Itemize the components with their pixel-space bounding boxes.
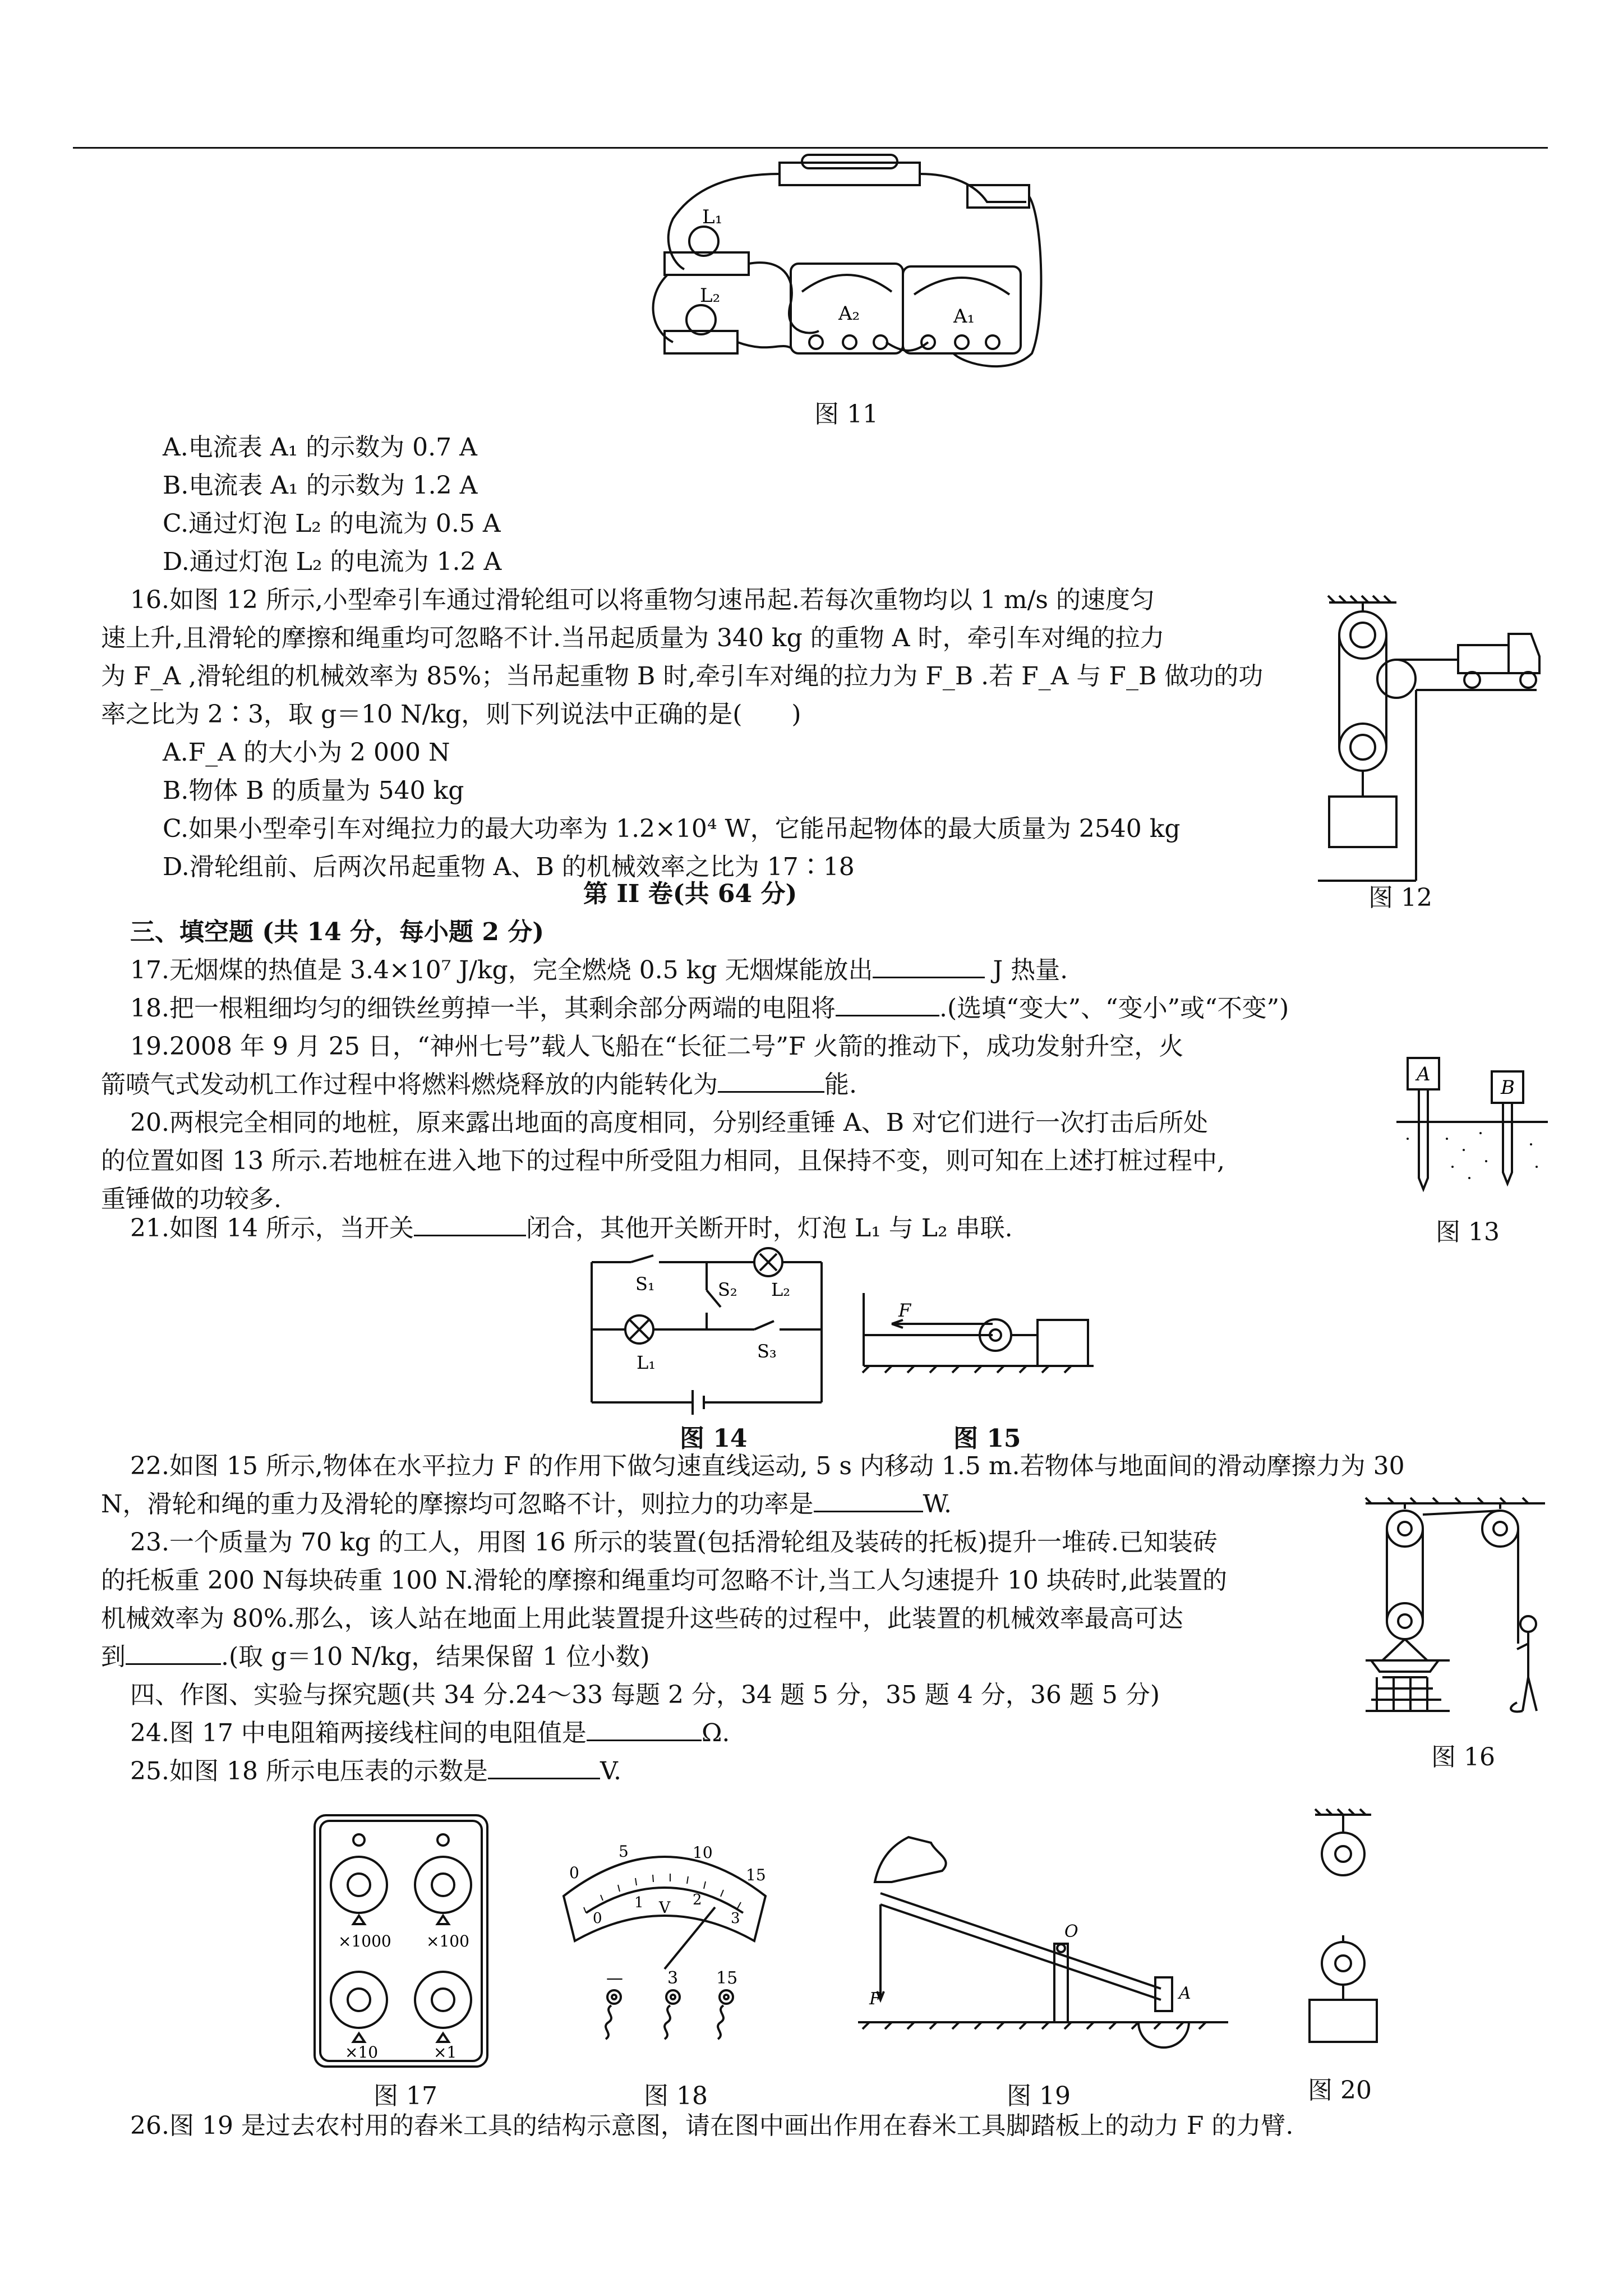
q16-line-1: 16.如图 12 所示,小型牵引车通过滑轮组可以将重物匀速吊起.若每次重物均以 1 m/s 的速度匀 xyxy=(130,586,1155,614)
figure-15-caption: 图 15 xyxy=(953,1424,1021,1453)
figure-20-pulleys xyxy=(1298,1809,1394,2050)
terminal-minus: — xyxy=(606,1968,623,1988)
label-F-fig19: F xyxy=(869,1989,881,2009)
q21 xyxy=(130,1212,1013,1245)
q23-line-1: 23.一个质量为 70 kg 的工人，用图 16 所示的装置(包括滑轮组及装砖的托板)提升一堆砖.已知装砖 xyxy=(130,1528,1218,1557)
scale-top-15: 15 xyxy=(746,1866,766,1884)
q19-text-post: 能. xyxy=(824,1070,857,1099)
q18-text-pre: 18.把一根粗细均匀的细铁丝剪掉一半，其剩余部分两端的电阻将 xyxy=(130,994,836,1023)
label-x1: ×1 xyxy=(434,2043,457,2062)
q21-text-post: 闭合，其他开关断开时，灯泡 L₁ 与 L₂ 串联. xyxy=(525,1214,1013,1243)
q19-line-1: 19.2008 年 9 月 25 日，“神州七号”载人飞船在“长征二号”F 火箭的推动下，成功发射升空，火 xyxy=(130,1032,1184,1061)
q23-line-3: 机械效率为 80%.那么，该人站在地面上用此装置提升这些砖的过程中，此装置的机械效率最高可达 xyxy=(101,1604,1183,1633)
q23-line-4 xyxy=(101,1640,650,1674)
terminal-3: 3 xyxy=(667,1968,679,1988)
q22-text-post: W. xyxy=(923,1490,952,1519)
q16-option-c: C.如果小型牵引车对绳拉力的最大功率为 1.2×10⁴ W，它能吊起物体的最大质量为 2540 kg xyxy=(163,815,1181,843)
q19-line-2 xyxy=(101,1068,857,1102)
label-A1: A₁ xyxy=(953,305,975,328)
q17 xyxy=(130,954,1068,987)
figure-11-circuit xyxy=(639,151,1043,381)
q19-answer-blank[interactable] xyxy=(718,1091,824,1093)
q18 xyxy=(130,992,1289,1025)
label-B: B xyxy=(1501,1076,1515,1099)
scale-top-10: 10 xyxy=(693,1843,713,1862)
q19-text-pre: 箭喷气式发动机工作过程中将燃料燃烧释放的内能转化为 xyxy=(101,1070,718,1099)
figure-17-caption: 图 17 xyxy=(374,2082,437,2110)
scale-top-0: 0 xyxy=(569,1864,579,1882)
q15-option-b: B.电流表 A₁ 的示数为 1.2 A xyxy=(163,471,478,500)
figure-18-voltmeter xyxy=(552,1829,777,2042)
label-A2: A₂ xyxy=(838,302,860,325)
label-L1: L₁ xyxy=(702,206,723,228)
q20-line-1: 20.两根完全相同的地桩，原来露出地面的高度相同，分别经重锤 A、B 对它们进行一次打击后所处 xyxy=(130,1108,1209,1137)
q16-option-d: D.滑轮组前、后两次吊起重物 A、B 的机械效率之比为 17∶18 xyxy=(163,853,855,881)
q18-text-post: .(选填“变大”、“变小”或“不变”) xyxy=(939,994,1289,1023)
q15-option-a: A.电流表 A₁ 的示数为 0.7 A xyxy=(163,433,477,462)
label-F-fig15: F xyxy=(898,1300,911,1321)
scale-top-5: 5 xyxy=(619,1842,629,1861)
label-L1-fig14: L₁ xyxy=(637,1352,656,1373)
q24-text-post: Ω. xyxy=(701,1719,730,1747)
label-L2: L₂ xyxy=(700,284,721,307)
part-2-title: 第 II 卷(共 64 分) xyxy=(583,880,797,908)
figure-18-caption: 图 18 xyxy=(644,2082,708,2110)
q22-text-pre: N，滑轮和绳的重力及滑轮的摩擦均可忽略不计，则拉力的功率是 xyxy=(101,1490,814,1519)
q22-line-2 xyxy=(101,1488,952,1521)
figure-19-caption: 图 19 xyxy=(1007,2082,1071,2110)
q22-answer-blank[interactable] xyxy=(814,1511,923,1512)
figure-13-caption: 图 13 xyxy=(1436,1218,1500,1246)
q17-text-post: J 热量. xyxy=(985,956,1068,984)
q21-text-pre: 21.如图 14 所示，当开关 xyxy=(130,1214,414,1243)
figure-12-caption: 图 12 xyxy=(1368,884,1432,912)
q21-answer-blank[interactable] xyxy=(414,1235,526,1236)
q16-line-2: 速上升,且滑轮的摩擦和绳重均可忽略不计.当吊起质量为 340 kg 的重物 A 时，牵引车对绳的拉力 xyxy=(101,624,1165,652)
scale-bottom-2: 2 xyxy=(693,1892,702,1908)
q24-answer-blank[interactable] xyxy=(587,1740,702,1741)
q25-text-pre: 25.如图 18 所示电压表的示数是 xyxy=(130,1757,488,1786)
q26: 26.图 19 是过去农村用的舂米工具的结构示意图，请在图中画出作用在舂米工具脚踏板上的动力 F 的力臂. xyxy=(130,2111,1294,2140)
q16-option-b: B.物体 B 的质量为 540 kg xyxy=(163,776,464,805)
q25 xyxy=(130,1755,621,1788)
q23-line-2: 的托板重 200 N每块砖重 100 N.滑轮的摩擦和绳重均可忽略不计,当工人匀速提升 10 块砖时,此装置的 xyxy=(101,1566,1228,1595)
header-rule xyxy=(73,147,1548,149)
q23-text-pre: 到 xyxy=(101,1642,126,1671)
section-3-title: 三、填空题 (共 14 分，每小题 2 分) xyxy=(130,918,545,946)
q17-answer-blank[interactable] xyxy=(873,977,985,978)
label-x100: ×100 xyxy=(426,1932,469,1950)
q16-line-4: 率之比为 2∶3，取 g＝10 N/kg，则下列说法中正确的是( ) xyxy=(101,700,801,729)
terminal-15: 15 xyxy=(716,1968,738,1988)
figure-13-piles xyxy=(1396,1055,1548,1200)
section-4-title: 四、作图、实验与探究题(共 34 分.24～33 每题 2 分，34 题 5 分，35 题 4 分，36 题 5 分) xyxy=(130,1681,1160,1709)
figure-16-caption: 图 16 xyxy=(1431,1743,1495,1772)
q20-line-2: 的位置如图 13 所示.若地桩在进入地下的过程中所受阻力相同，且保持不变，则可知在上述打桩过程中, xyxy=(101,1147,1225,1175)
figure-20-caption: 图 20 xyxy=(1308,2076,1372,2105)
voltmeter-unit: V xyxy=(659,1898,671,1917)
figure-11-caption: 图 11 xyxy=(814,400,878,429)
q25-text-post: V. xyxy=(600,1757,622,1786)
q23-answer-blank[interactable] xyxy=(126,1663,221,1665)
q22-line-1: 22.如图 15 所示,物体在水平拉力 F 的作用下做匀速直线运动, 5 s 内移动 1.5 m.若物体与地面间的滑动摩擦力为 30 xyxy=(130,1452,1405,1480)
label-x1000: ×1000 xyxy=(338,1932,391,1950)
label-x10: ×10 xyxy=(345,2043,379,2062)
label-S2: S₂ xyxy=(718,1279,737,1300)
q24-text-pre: 24.图 17 中电阻箱两接线柱间的电阻值是 xyxy=(130,1719,587,1747)
q23-text-post: .(取 g＝10 N/kg，结果保留 1 位小数) xyxy=(221,1642,650,1671)
scale-bottom-0: 0 xyxy=(593,1910,602,1927)
q16-line-3: 为 F_A ,滑轮组的机械效率为 85%；当吊起重物 B 时,牵引车对绳的拉力为 F_B .若 F_A 与 F_B 做功的功 xyxy=(101,662,1264,691)
q15-option-c: C.通过灯泡 L₂ 的电流为 0.5 A xyxy=(163,509,501,538)
label-A-fig19: A xyxy=(1179,1984,1191,2003)
label-O: O xyxy=(1064,1922,1078,1941)
figure-14-circuit xyxy=(586,1251,827,1414)
scale-bottom-1: 1 xyxy=(634,1894,644,1911)
figure-15-pulley-block xyxy=(858,1293,1099,1377)
q25-answer-blank[interactable] xyxy=(488,1778,600,1779)
figure-14-caption: 图 14 xyxy=(680,1424,748,1453)
q15-option-d: D.通过灯泡 L₂ 的电流为 1.2 A xyxy=(163,547,502,576)
figure-16-worker-bricks xyxy=(1360,1498,1551,1717)
figure-19-rice-pounder xyxy=(858,1820,1228,2045)
figure-12-pulley-truck xyxy=(1318,595,1542,886)
q17-text-pre: 17.无烟煤的热值是 3.4×10⁷ J/kg，完全燃烧 0.5 kg 无烟煤能放出 xyxy=(130,956,873,984)
q20-line-3: 重锤做的功较多. xyxy=(101,1185,282,1213)
label-S1: S₁ xyxy=(635,1273,655,1295)
label-S3: S₃ xyxy=(757,1341,777,1362)
q24 xyxy=(130,1717,730,1750)
scale-bottom-3: 3 xyxy=(731,1910,740,1927)
q16-option-a: A.F_A 的大小为 2 000 N xyxy=(163,738,450,767)
label-L2-fig14: L₂ xyxy=(771,1279,791,1300)
figure-17-resistance-box xyxy=(311,1812,491,2070)
q18-answer-blank[interactable] xyxy=(836,1015,939,1016)
label-A: A xyxy=(1417,1063,1431,1085)
